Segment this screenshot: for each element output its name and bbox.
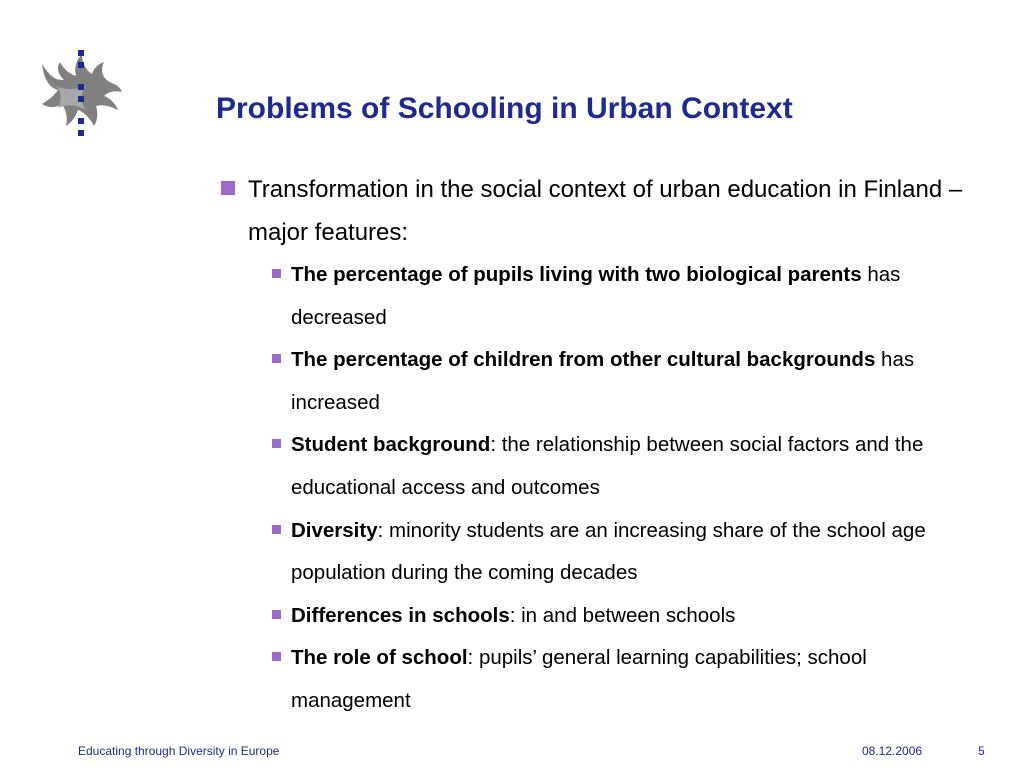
- square-bullet-icon: [272, 354, 281, 363]
- main-bullet-text: Transformation in the social context of urban education in Finland – major features:: [248, 176, 963, 246]
- sub-bullet-item: [270, 595, 979, 638]
- footer-date: 08.12.2006: [862, 744, 923, 758]
- square-bullet-icon: [272, 269, 281, 278]
- sub-bullet-text: has increased: [291, 348, 915, 414]
- square-bullet-icon: [272, 439, 281, 448]
- square-bullet-icon: [272, 652, 281, 661]
- sub-bullet-text: : pupils’ general learning capabilities; school management: [291, 646, 867, 712]
- sub-bullet-text: : the relationship between social factors and the educational access and outcomes: [291, 433, 924, 499]
- sub-bullet-text: has decreased: [291, 263, 901, 329]
- sub-bullet-bold-text: The percentage of pupils living with two biological parents: [291, 263, 862, 286]
- sub-bullet-item: [270, 510, 979, 595]
- sub-bullet-bold-text: Student background: [291, 433, 491, 457]
- sub-bullet-text: : minority students are an increasing share of the school age population during the coming decades: [291, 518, 926, 585]
- square-bullet-icon: [221, 181, 235, 195]
- slide-content: [218, 168, 988, 723]
- sub-bullet-item: [270, 339, 979, 424]
- sub-bullet-item: [270, 424, 979, 509]
- slide-title: Problems of Schooling in Urban Context: [216, 92, 793, 125]
- square-bullet-icon: [272, 525, 281, 534]
- footer-presentation-title: Educating through Diversity in Europe: [78, 744, 280, 758]
- sub-bullet-bold-text: The role of school: [291, 646, 468, 670]
- sub-bullet-item: [270, 254, 979, 339]
- sub-bullet-bold-text: Differences in schools: [291, 603, 510, 627]
- square-bullet-icon: [272, 610, 281, 619]
- sub-bullet-text: : in and between schools: [509, 603, 736, 627]
- footer-page-number: 5: [978, 744, 985, 758]
- sub-bullet-bold-text: Diversity: [291, 518, 378, 542]
- sub-bullet-item: [270, 637, 979, 722]
- main-bullet-point: [218, 168, 988, 254]
- sub-bullet-bold-text: The percentage of children from other cultural backgrounds: [291, 348, 876, 372]
- university-logo-icon: [36, 46, 126, 136]
- sub-bullet-list: [218, 254, 988, 723]
